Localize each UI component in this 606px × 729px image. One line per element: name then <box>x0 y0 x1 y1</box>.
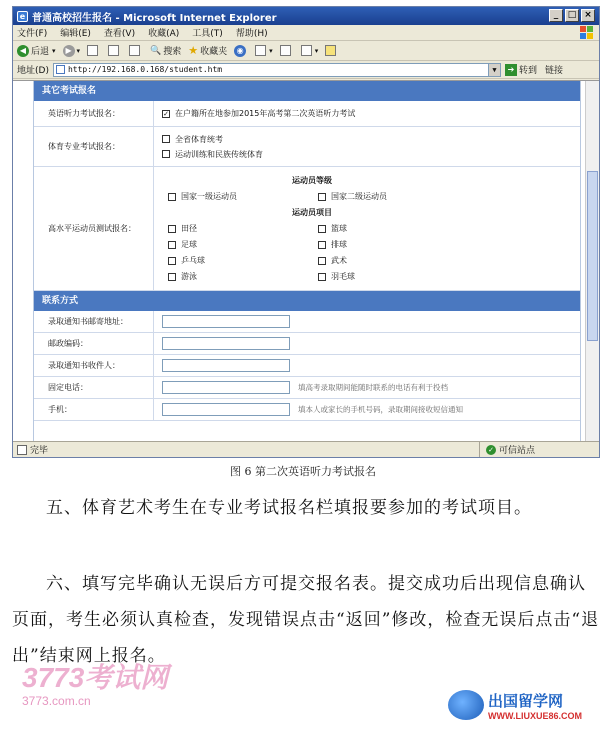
row-english <box>34 101 580 127</box>
zone-label: 可信站点 <box>499 446 536 456</box>
edit-icon <box>301 45 312 56</box>
refresh-button[interactable] <box>108 45 122 56</box>
section-contact: 联系方式 <box>34 291 580 311</box>
back-dropdown-icon[interactable]: ▾ <box>52 46 56 55</box>
mail-button[interactable]: ▾ <box>255 45 273 56</box>
messenger-icon <box>325 45 336 56</box>
forward-dropdown-icon[interactable]: ▾ <box>76 46 81 55</box>
minimize-button[interactable]: _ <box>549 9 563 22</box>
mobile-input[interactable] <box>162 403 290 416</box>
watermark-3773 <box>22 656 182 716</box>
home-icon <box>129 45 140 56</box>
watermark-left-url: 3773.com.cn <box>22 694 91 708</box>
menu-help[interactable]: 帮助(H) <box>235 29 268 39</box>
stop-button[interactable] <box>87 45 101 56</box>
windows-logo-icon <box>580 26 593 39</box>
phone-hint: 填高考录取期间能随时联系的电话有利于投档 <box>298 383 448 392</box>
favorites-button[interactable] <box>188 44 227 57</box>
page-icon <box>56 65 65 74</box>
address-url: http://192.168.0.168/student.htm <box>67 65 223 74</box>
event-label: 篮球 <box>331 224 347 233</box>
search-label: 搜索 <box>163 47 182 57</box>
watermark-right-url: WWW.LIUXUE86.COM <box>488 710 582 721</box>
messenger-button[interactable] <box>325 45 339 56</box>
mail-icon <box>255 45 266 56</box>
mobile-label: 手机： <box>34 399 154 420</box>
print-button[interactable] <box>280 45 294 56</box>
row-mobile <box>34 399 580 421</box>
menu-file[interactable]: 文件(F) <box>17 29 48 39</box>
back-button[interactable] <box>17 44 56 57</box>
english-option-label: 在户籍所在地参加2015年高考第二次英语听力考试 <box>175 109 356 118</box>
address-dropdown-icon[interactable]: ▼ <box>488 64 500 76</box>
paragraph-6: 六、填写完毕确认无误后方可提交报名表。提交成功后出现信息确认页面，考生必须认真检查，发现错误点击“返回”修改，检查无误后点击“退出”结束网上报名。 <box>12 574 600 666</box>
go-arrow-icon: ➔ <box>505 64 517 76</box>
event-label: 田径 <box>181 224 197 233</box>
level-checkbox-1[interactable] <box>168 191 318 202</box>
phone-label: 固定电话： <box>34 377 154 398</box>
figure-caption: 图 6 第二次英语听力考试报名 <box>230 465 376 478</box>
row-recipient <box>34 355 580 377</box>
go-button[interactable] <box>505 63 537 76</box>
title-bar <box>13 7 599 25</box>
event-checkbox-badminton[interactable] <box>318 271 468 282</box>
event-checkbox-volleyball[interactable] <box>318 239 468 250</box>
athlete-label: 高水平运动员测试报名： <box>34 167 154 290</box>
stop-icon <box>87 45 98 56</box>
address-input[interactable] <box>53 63 501 77</box>
refresh-icon <box>108 45 119 56</box>
close-button[interactable]: × <box>581 9 595 22</box>
menu-edit[interactable]: 编辑(E) <box>60 29 91 39</box>
phone-input[interactable] <box>162 381 290 394</box>
search-button[interactable] <box>150 44 181 57</box>
menu-favorites[interactable]: 收藏(A) <box>148 29 180 39</box>
sports-option-label: 运动训练和民族传统体育 <box>175 149 263 159</box>
status-bar <box>13 441 599 457</box>
star-icon: ★ <box>188 44 199 57</box>
watermark-right-title: 出国留学网 <box>488 691 564 710</box>
status-text: 完毕 <box>30 446 49 456</box>
level-label: 国家一级运动员 <box>181 192 237 201</box>
sports-option-label: 全省体育统考 <box>175 134 223 144</box>
toolbar <box>13 41 599 61</box>
back-label: 后退 <box>31 47 50 57</box>
row-zip <box>34 333 580 355</box>
mail-address-input[interactable] <box>162 315 290 328</box>
recipient-label: 录取通知书收件人： <box>34 355 154 376</box>
media-button[interactable] <box>234 45 248 57</box>
vertical-scrollbar[interactable] <box>585 81 599 442</box>
mobile-hint: 填本人或家长的手机号码，录取期间接收短信通知 <box>298 405 463 414</box>
globe-logo-icon <box>448 690 484 720</box>
event-heading: 运动员项目 <box>292 208 332 217</box>
links-button[interactable]: 链接 <box>544 66 563 76</box>
address-label: 地址(D) <box>17 66 49 76</box>
level-checkbox-2[interactable] <box>318 191 468 202</box>
forward-button[interactable] <box>63 45 81 57</box>
event-label: 羽毛球 <box>331 272 355 281</box>
row-sports <box>34 127 580 167</box>
event-checkbox-football[interactable] <box>168 239 318 250</box>
favorites-label: 收藏夹 <box>200 47 228 57</box>
watermark-liuxue86 <box>448 686 602 724</box>
row-address <box>34 311 580 333</box>
edit-button[interactable]: ▾ <box>301 45 319 56</box>
page-done-icon <box>17 445 27 455</box>
event-label: 排球 <box>331 240 347 249</box>
print-icon <box>280 45 291 56</box>
scrollbar-thumb[interactable] <box>587 171 598 341</box>
event-label: 游泳 <box>181 272 197 281</box>
recipient-input[interactable] <box>162 359 290 372</box>
registration-form <box>33 81 581 442</box>
back-arrow-icon: ◀ <box>17 45 29 57</box>
window-title: 普通高校招生报名 - Microsoft Internet Explorer <box>32 12 277 24</box>
address-bar <box>13 61 599 79</box>
section-other-exams: 其它考试报名 <box>34 81 580 101</box>
menu-bar <box>13 25 599 41</box>
search-icon: 🔍 <box>150 45 162 56</box>
menu-tools[interactable]: 工具(T) <box>192 29 223 39</box>
address-field-label: 录取通知书邮寄地址： <box>34 311 154 332</box>
watermark-left-title: 3773考试网 <box>22 662 169 693</box>
home-button[interactable] <box>129 45 143 56</box>
browser-window <box>12 6 600 458</box>
sports-checkbox-2[interactable] <box>162 149 580 160</box>
go-label: 转到 <box>518 66 537 76</box>
level-heading: 运动员等级 <box>292 176 332 185</box>
event-label: 乒乓球 <box>181 256 205 265</box>
row-athlete <box>34 167 580 291</box>
forward-arrow-icon: ▶ <box>63 45 75 57</box>
paragraph-5: 五、体育艺术考生在专业考试报名栏填报要参加的考试项目。 <box>46 498 532 518</box>
sports-label: 体育专业考试报名： <box>34 127 154 166</box>
security-zone <box>479 442 535 457</box>
english-label: 英语听力考试报名： <box>34 101 154 126</box>
event-label: 武术 <box>331 256 347 265</box>
maximize-button[interactable]: □ <box>565 9 579 22</box>
ie-icon: e <box>17 11 28 22</box>
zip-input[interactable] <box>162 337 290 350</box>
sports-checkbox-1[interactable] <box>162 134 580 145</box>
event-checkbox-pingpong[interactable] <box>168 255 318 266</box>
menu-view[interactable]: 查看(V) <box>103 29 136 39</box>
event-checkbox-basketball[interactable] <box>318 223 468 234</box>
event-label: 足球 <box>181 240 197 249</box>
event-checkbox-swimming[interactable] <box>168 271 318 282</box>
english-checkbox[interactable] <box>162 108 580 119</box>
row-phone <box>34 377 580 399</box>
page-viewport <box>13 80 599 442</box>
window-controls <box>549 9 595 22</box>
check-icon: ✓ <box>486 445 496 455</box>
event-checkbox-wushu[interactable] <box>318 255 468 266</box>
checked-icon: ✓ <box>163 109 169 118</box>
level-label: 国家二级运动员 <box>331 192 387 201</box>
event-checkbox-track[interactable] <box>168 223 318 234</box>
zip-label: 邮政编码： <box>34 333 154 354</box>
media-icon: ◉ <box>234 45 246 57</box>
